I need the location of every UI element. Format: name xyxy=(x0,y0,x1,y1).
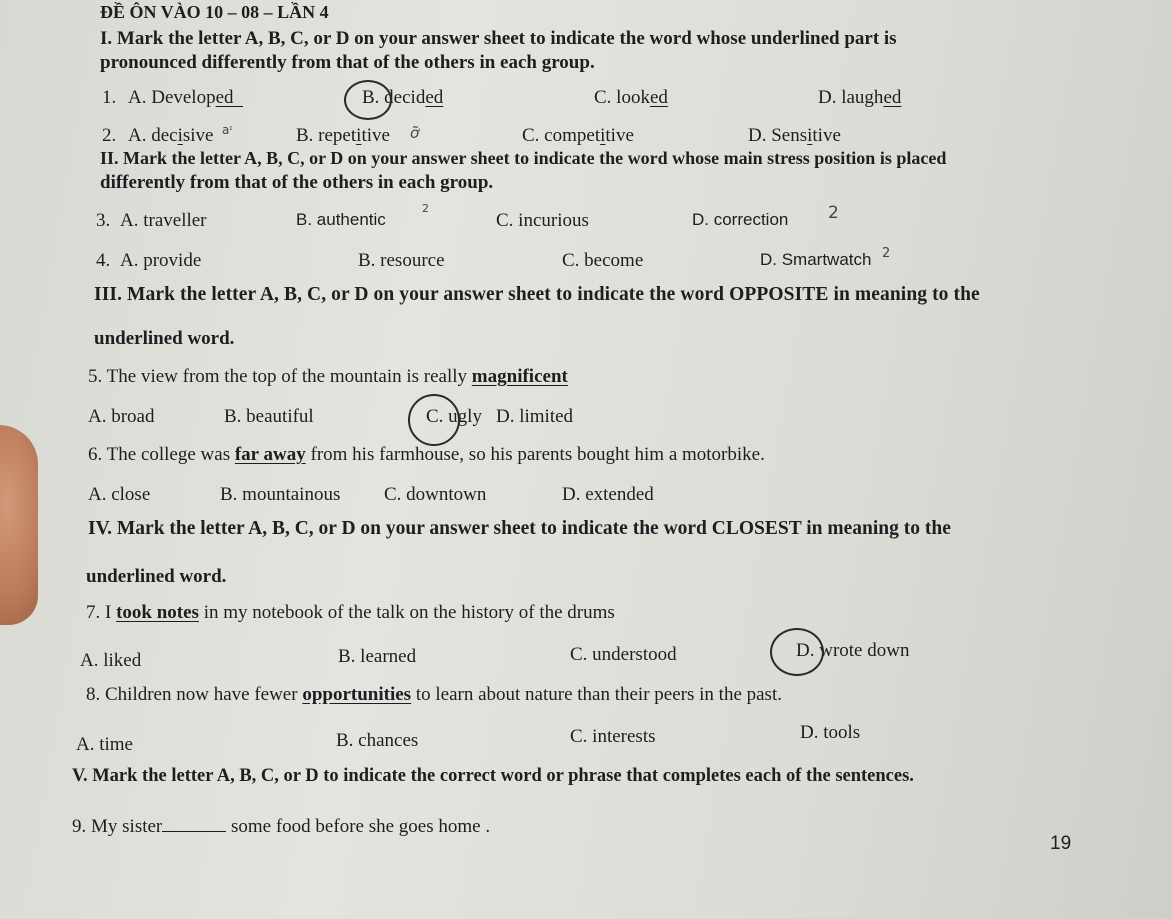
q2-number: 2. xyxy=(102,125,117,146)
q6-option-a[interactable]: A. close xyxy=(88,484,151,505)
q7-option-b[interactable]: B. learned xyxy=(338,646,417,667)
answer-circle-q1 xyxy=(344,80,392,120)
q6-stem: 6. The college was far away from his farmhouse, so his parents bought him a motorbike. xyxy=(88,444,765,465)
section4-heading-line1: IV. Mark the letter A, B, C, or D on your answer sheet to indicate the word CLOSEST in meaning to the xyxy=(88,518,951,539)
q6-option-d[interactable]: D. extended xyxy=(562,484,654,505)
answer-circle-q5 xyxy=(408,394,460,446)
q3-option-b[interactable]: B. authentic xyxy=(296,210,386,229)
q9-blank[interactable] xyxy=(162,831,226,832)
section2-heading-line2: differently from that of the others in each group. xyxy=(100,172,494,193)
section1-heading-line1: I. Mark the letter A, B, C, or D on your answer sheet to indicate the word whose underlined part is xyxy=(100,28,897,49)
q8-option-c[interactable]: C. interests xyxy=(570,726,656,747)
q4-option-b[interactable]: B. resource xyxy=(358,250,445,271)
q2-option-c[interactable]: C. competitive xyxy=(522,125,634,146)
q3-option-a[interactable]: A. traveller xyxy=(120,210,207,231)
section1-heading-line2: pronounced differently from that of the others in each group. xyxy=(100,52,595,73)
q7-option-d[interactable]: D. wrote down xyxy=(796,640,910,661)
handwritten-note-q2a: aᶦ xyxy=(222,123,233,137)
q3-number: 3. xyxy=(96,210,111,231)
section3-heading-line1: III. Mark the letter A, B, C, or D on your answer sheet to indicate the word OPPOSITE in meaning to the xyxy=(94,284,980,305)
q7-option-c[interactable]: C. understood xyxy=(570,644,677,665)
page-title: ĐỀ ÔN VÀO 10 – 08 – LẦN 4 xyxy=(100,2,329,22)
q4-option-d[interactable]: D. Smartwatch xyxy=(760,250,872,269)
q3-option-d[interactable]: D. correction xyxy=(692,210,789,229)
q6-option-c[interactable]: C. downtown xyxy=(384,484,487,505)
q8-stem: 8. Children now have fewer opportunities to learn about nature than their peers in the past. xyxy=(86,684,782,705)
q4-option-c[interactable]: C. become xyxy=(562,250,644,271)
section2-heading-line1: II. Mark the letter A, B, C, or D on your answer sheet to indicate the word whose main stress position is placed xyxy=(100,148,947,168)
section5-heading: V. Mark the letter A, B, C, or D to indicate the correct word or phrase that completes each of the sentences. xyxy=(72,766,914,786)
q5-option-d[interactable]: D. limited xyxy=(496,406,574,427)
handwritten-note-q4d: 2 xyxy=(882,246,891,261)
q8-option-b[interactable]: B. chances xyxy=(336,730,419,751)
q4-number: 4. xyxy=(96,250,111,271)
handwritten-note-q3b: 2 xyxy=(422,202,429,215)
q5-stem: 5. The view from the top of the mountain is really magnificent xyxy=(88,366,568,387)
handwritten-note-q3d: 2 xyxy=(828,203,839,223)
q1-option-c[interactable]: C. looked xyxy=(594,87,668,108)
section3-heading-line2: underlined word. xyxy=(94,328,235,349)
q1-number: 1. xyxy=(102,87,117,108)
handwritten-note-q2b: ỡ xyxy=(410,124,420,142)
q5-option-c[interactable]: C. ugly xyxy=(426,406,482,427)
q2-option-d[interactable]: D. Sensitive xyxy=(748,125,841,146)
q2-option-b[interactable]: B. repetitive xyxy=(296,125,390,146)
q5-option-a[interactable]: A. broad xyxy=(88,406,155,427)
q6-option-b[interactable]: B. mountainous xyxy=(220,484,341,505)
q1-option-b[interactable]: B. decided xyxy=(362,87,444,108)
q7-stem: 7. I took notes in my notebook of the talk on the history of the drums xyxy=(86,602,615,623)
q9-stem: 9. My sister some food before she goes home . xyxy=(72,816,491,837)
q4-option-a[interactable]: A. provide xyxy=(120,250,202,271)
q8-option-a[interactable]: A. time xyxy=(76,734,133,755)
q8-option-d[interactable]: D. tools xyxy=(800,722,861,743)
thumb-photo xyxy=(0,425,38,625)
page-number: 19 xyxy=(1050,833,1072,854)
answer-circle-q7 xyxy=(770,628,824,676)
q1-option-d[interactable]: D. laughed xyxy=(818,87,902,108)
q2-option-a[interactable]: A. decisive xyxy=(128,125,214,146)
q7-option-a[interactable]: A. liked xyxy=(80,650,142,671)
q5-option-b[interactable]: B. beautiful xyxy=(224,406,314,427)
q1-option-a[interactable]: A. Developed xyxy=(128,87,234,108)
section4-heading-line2: underlined word. xyxy=(86,566,227,587)
q3-option-c[interactable]: C. incurious xyxy=(496,210,589,231)
